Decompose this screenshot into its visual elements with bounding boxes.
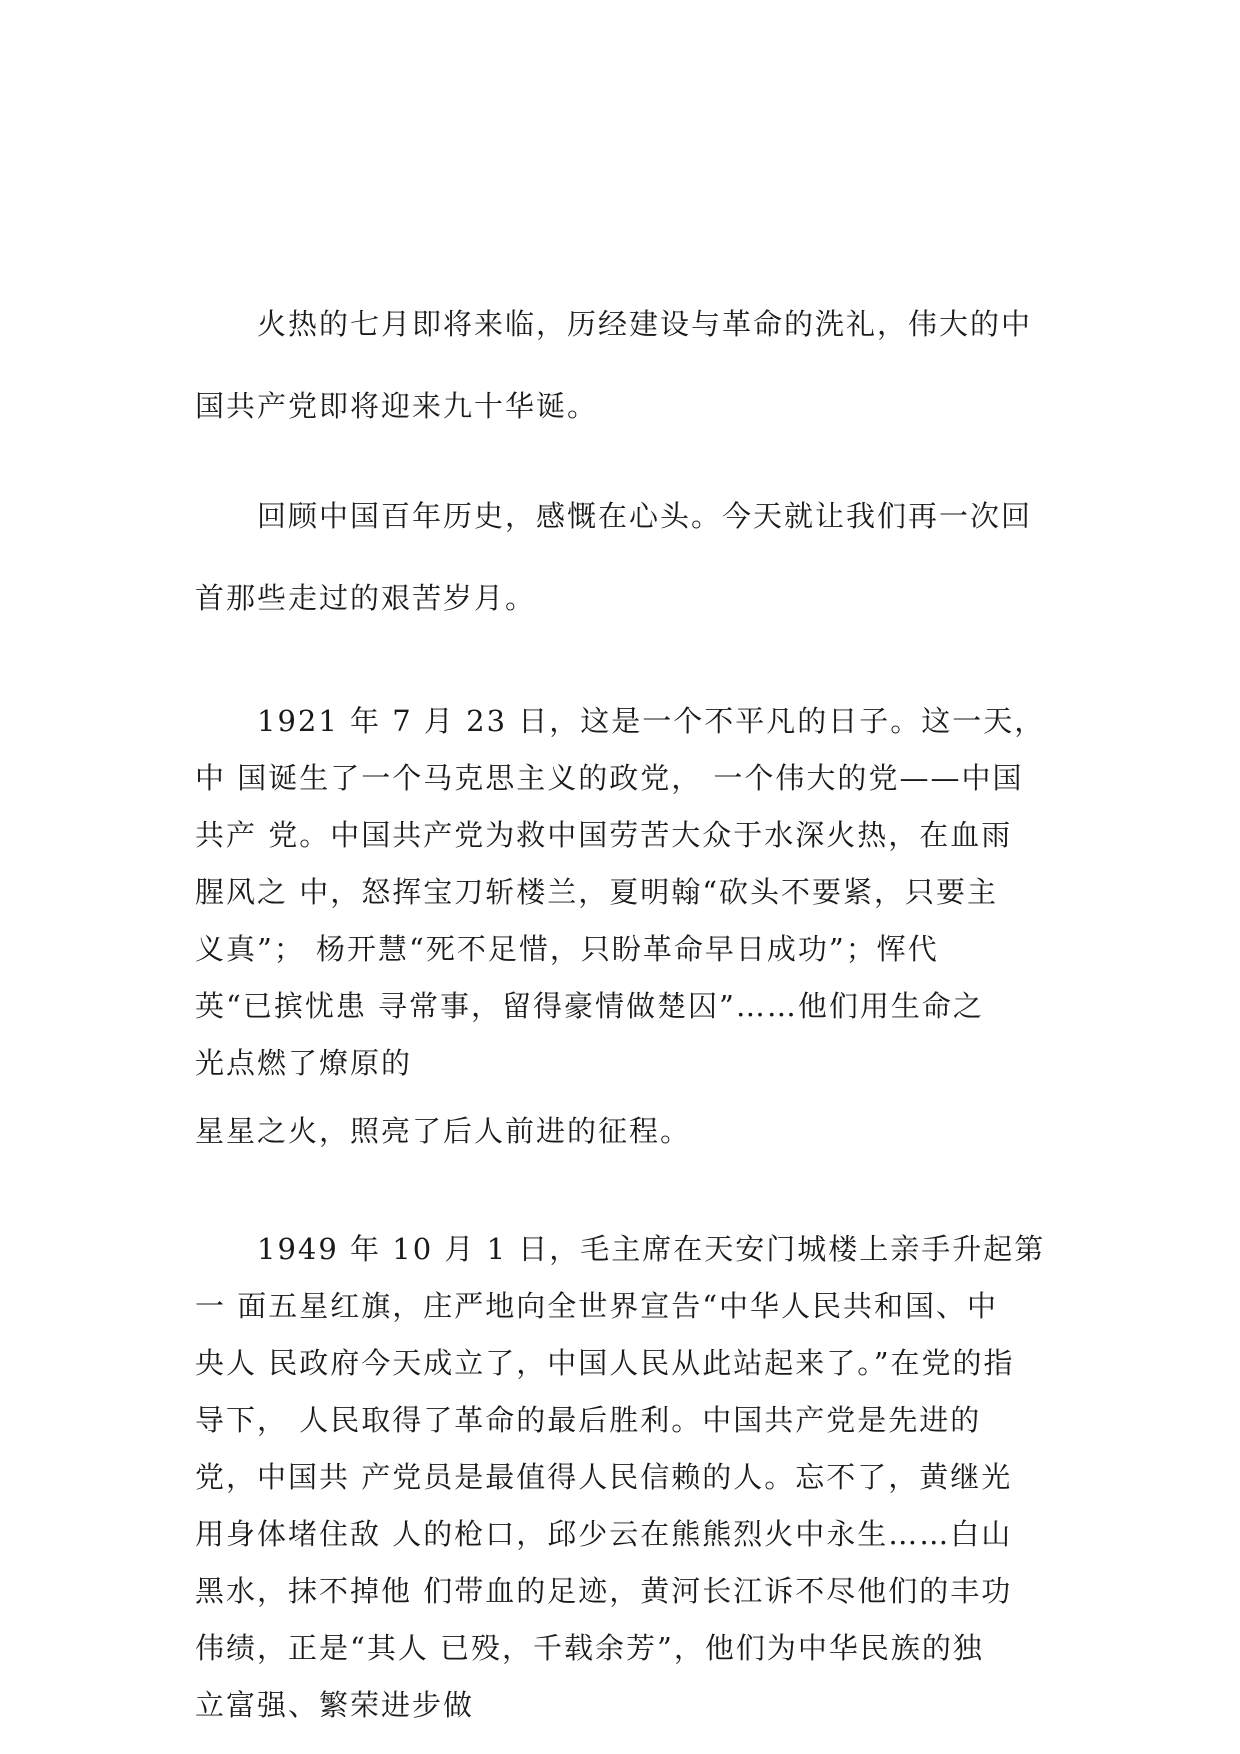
paragraph-3-line-5: 义真”； 杨开慧“死不足惜，只盼革命早日成功”；恽代 bbox=[195, 932, 939, 966]
paragraph-3-line-4: 腥风之 中，怒挥宝刀斩楼兰，夏明翰“砍头不要紧，只要主 bbox=[195, 875, 999, 909]
paragraph-4-line-5: 党，中国共 产党员是最值得人民信赖的人。忘不了，黄继光 bbox=[195, 1460, 1013, 1494]
paragraph-4-line-3: 央人 民政府今天成立了，中国人民从此站起来了。”在党的指 bbox=[195, 1346, 1015, 1380]
paragraph-4-line-9: 立富强、繁荣进步做 bbox=[195, 1688, 475, 1722]
paragraph-3-line-2: 中 国诞生了一个马克思主义的政党， 一个伟大的党——中国 bbox=[195, 761, 1024, 795]
paragraph-4-line-7: 黑水，抹不掉他 们带血的足迹，黄河长江诉不尽他们的丰功 bbox=[195, 1574, 1013, 1608]
paragraph-4-line-6: 用身体堵住敌 人的枪口，邱少云在熊熊烈火中永生……白山 bbox=[195, 1517, 1013, 1551]
paragraph-4-line-8: 伟绩，正是“其人 已殁，千载余芳”，他们为中华民族的独 bbox=[195, 1631, 984, 1665]
paragraph-2-line-1: 回顾中国百年历史，感慨在心头。今天就让我们再一次回 bbox=[257, 499, 1033, 533]
paragraph-3-line-3: 共产 党。中国共产党为救中国劳苦大众于水深火热，在血雨 bbox=[195, 818, 1013, 852]
paragraph-3-line-7: 光点燃了燎原的 bbox=[195, 1046, 413, 1080]
paragraph-4-line-4: 导下， 人民取得了革命的最后胜利。中国共产党是先进的 bbox=[195, 1403, 982, 1437]
paragraph-1-line-2: 国共产党即将迎来九十华诞。 bbox=[195, 389, 599, 423]
paragraph-4-line-1: 1949 年 10 月 1 日，毛主席在天安门城楼上亲手升起第 bbox=[257, 1232, 1046, 1266]
paragraph-2-line-2: 首那些走过的艰苦岁月。 bbox=[195, 581, 537, 615]
paragraph-3-line-6: 英“已摈忧患 寻常事，留得豪情做楚囚”……他们用生命之 bbox=[195, 989, 984, 1023]
paragraph-1-line-1: 火热的七月即将来临，历经建设与革命的洗礼，伟大的中 bbox=[257, 307, 1033, 341]
paragraph-3-line-8: 星星之火，照亮了后人前进的征程。 bbox=[195, 1114, 692, 1148]
paragraph-3-line-1: 1921 年 7 月 23 日，这是一个不平凡的日子。这一天， bbox=[257, 704, 1046, 738]
paragraph-4-line-2: 一 面五星红旗，庄严地向全世界宣告“中华人民共和国、中 bbox=[195, 1289, 999, 1323]
